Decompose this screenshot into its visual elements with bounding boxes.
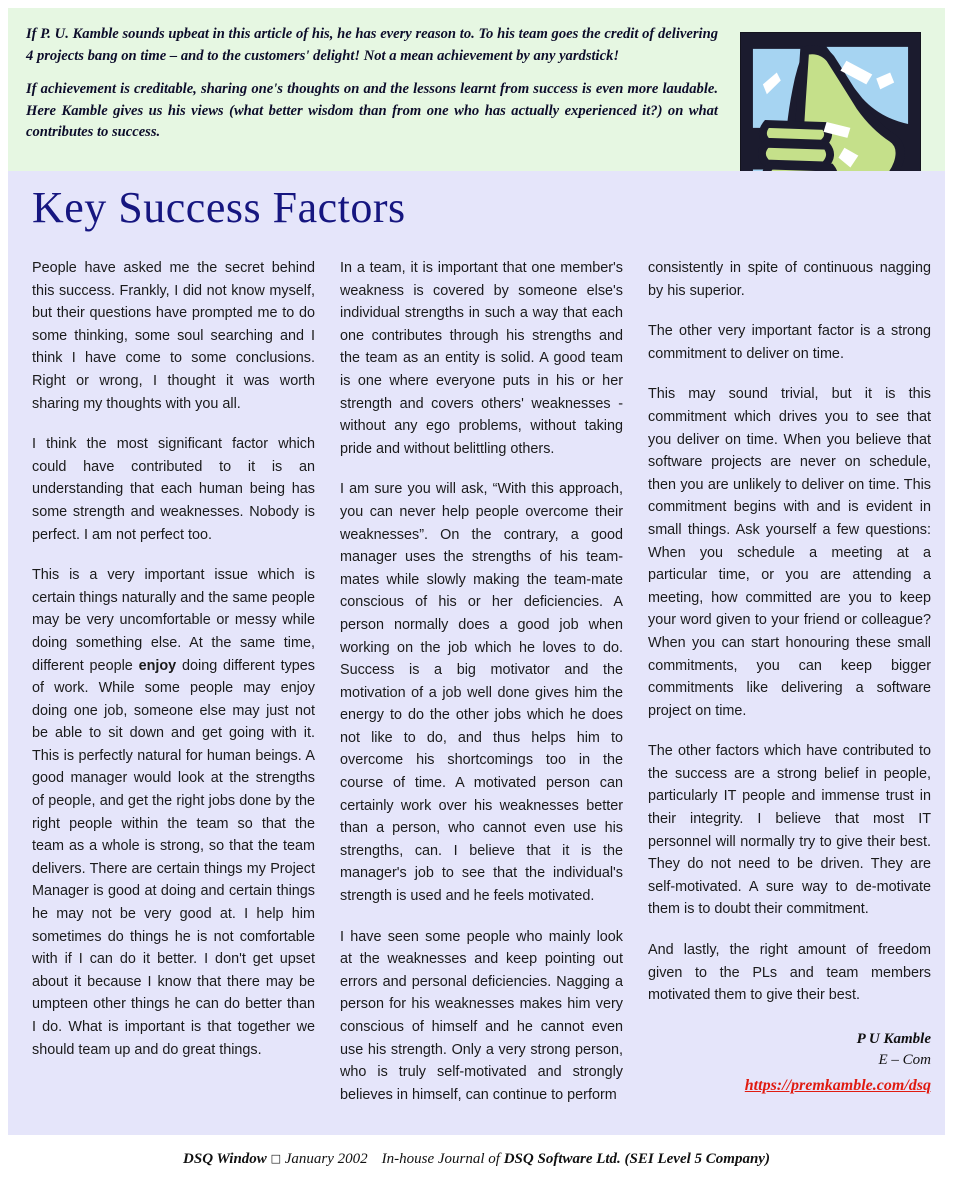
paragraph: I have seen some people who mainly look at the weaknesses and keep pointing out errors and personal deficiencies. Nagging a person for his weaknesses makes him very conscious of himself and he cannot even use his strength. Only a very strong person, who is truly self-motivated and strongly believes in himself, can continue to perform (340, 928, 623, 1103)
paragraph: In a team, it is important that one member's weakness is covered by someone else's individual strengths in such a way that each one contributes through his strengths and the team as an entity is solid. A good team is one where everyone puts in his or her strength and covers others' weaknesses - without any ego problems, without taking pride and without belittling others. (340, 260, 623, 457)
footer-issue: January 2002 (284, 1151, 368, 1167)
article-panel (8, 171, 945, 1135)
intro-text-block (26, 24, 718, 144)
footer-line (183, 1151, 770, 1167)
intro-paragraph-1: If P. U. Kamble sounds upbeat in this article of his, he has every reason to. To his team goes the credit of delivering 4 projects bang on time – and to the customers' delight! Not a mean achievement by any yardstick! (26, 26, 718, 64)
page-title: Key Success Factors (32, 183, 406, 232)
author-department: E – Com (878, 1051, 931, 1068)
paragraph: consistently in spite of continuous nagging by his superior. (648, 260, 931, 299)
footer-company: DSQ Software Ltd. (SEI Level 5 Company) (503, 1151, 770, 1167)
article-column-2 (340, 257, 623, 1106)
article-column-3 (648, 257, 931, 1106)
author-signature (648, 1029, 931, 1098)
intro-paragraph-2: If achievement is creditable, sharing one's thoughts on and the lessons learnt from success is even more laudable. Here Kamble gives us his views (what better wisdom than from one who has actually experienced it?) on what contributes to success. (26, 81, 718, 140)
footer-journal-prefix: In-house Journal of (381, 1151, 500, 1167)
paragraph: And lastly, the right amount of freedom given to the PLs and team members motivated them to give their best. (648, 942, 931, 1004)
footer-publication: DSQ Window (183, 1151, 267, 1167)
paragraph: The other very important factor is a strong commitment to deliver on time. (648, 323, 931, 362)
paragraph: The other factors which have contributed to the success are a strong belief in people, particularly IT people and immense trust in their integrity. I believe that most IT personnel will normally try to give their best. They do not need to be driven. They are self-motivated. A sure way to de-motivate them is to doubt their commitment. (648, 743, 931, 918)
author-name: P U Kamble (856, 1030, 931, 1047)
paragraph: This is a very important issue which is certain things naturally and the same people may be very uncomfortable or messy while doing something else. At the same time, different people enjoy doing different types of work. While some people may enjoy doing one job, someone else may just not be able to sit down and get going with it. This is perfectly natural for human beings. A good manager would look at the strengths of people, and get the right jobs done by the right people within the team so that the team as a whole is strong, so that the team delivers. There are certain things my Project Manager is good at doing and certain things he may not be very good at. I help him sometimes do things he is not comfortable with if I can do it better. I don't get upset about it because I know that there may be umpteen other things he can do better than I do. What is important is that together we should team up and do great things. (32, 567, 315, 1058)
footer-separator-icon: □ (270, 1152, 281, 1165)
paragraph: People have asked me the secret behind this success. Frankly, I did not know myself, but their questions have prompted me to do some thinking, some soul searching and I think I have come to some conclusions. Right or wrong, I thought it was worth sharing my thoughts with you all. (32, 260, 315, 412)
paragraph: I think the most significant factor which could have contributed to it is an understanding that each human being has some strength and weaknesses. Nobody is perfect. I am not perfect too. (32, 436, 315, 543)
article-columns (32, 257, 932, 1106)
page-footer (0, 1150, 953, 1168)
author-url-link[interactable]: https://premkamble.com/dsq (744, 1076, 931, 1094)
paragraph: I am sure you will ask, “With this approach, you can never help people overcome their weaknesses”. On the contrary, a good manager uses the strengths of his team-mates while slowly making the team-mate conscious of his or her deficiencies. A person normally does a good job when working on the job which he loves to do. Success is a big motivator and the motivation of a job well done gives him the energy to do the other jobs which he does not like to do, and thus helps him to overcome his shortcomings too in the course of time. A motivated person can certainly work over his weaknesses better than a person, who cannot even use his strengths, can. I believe that it is the manager's job to see that the individual's strength is used and he feels motivated. (340, 481, 623, 905)
article-column-1 (32, 257, 315, 1106)
paragraph: This may sound trivial, but it is this commitment which drives you to see that you deliver on time. When you believe that software projects are never on schedule, then you are unlikely to deliver on time. This commitment begins with and is evident in small things. Ask yourself a few questions: When you schedule a meeting at a particular time, or you are attending a meeting, how committed are you to keep your word given to your friend or colleague? When you can start honouring these small commitments, you can keep bigger commitments like delivering a software project on time. (648, 386, 931, 719)
